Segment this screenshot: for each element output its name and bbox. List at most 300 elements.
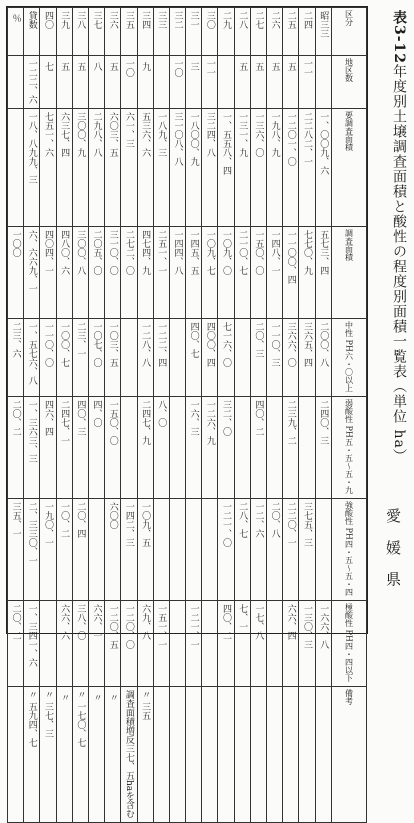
cell-strong-acid-area <box>40 498 56 600</box>
cell-year <box>283 8 299 56</box>
cell-value: 一二六、九 <box>204 400 215 445</box>
cell-year <box>72 8 88 56</box>
cell-value: 一二八、八 <box>140 322 151 367</box>
cell-value: 一五〇、〇 <box>107 400 118 445</box>
cell-year <box>137 8 153 56</box>
cell-extreme-acid-area <box>267 600 283 686</box>
cell-strong-acid-area <box>8 498 24 600</box>
cell-year <box>250 8 266 56</box>
cell-value: 七七〇、九 <box>301 230 312 275</box>
cell-value: 一八九、三 <box>156 112 167 157</box>
cell-surveyed-area <box>72 227 88 319</box>
cell-weak-acid-area <box>169 397 185 499</box>
cell-value: 三〇〇、八 <box>75 230 86 275</box>
cell-surveyed-area <box>315 227 331 319</box>
cell-remarks <box>250 686 266 822</box>
cell-year <box>202 8 218 56</box>
cell-weak-acid-area <box>234 397 250 499</box>
cell-weak-acid-area <box>24 397 40 499</box>
cell-value: 一六、三 <box>188 400 199 436</box>
cell-district-count <box>8 56 24 109</box>
cell-neutral-area <box>169 319 185 397</box>
cell-value: 七、一 <box>237 603 248 631</box>
cell-value: 三一 <box>188 11 199 29</box>
cell-value: 七五一、六 <box>42 112 53 157</box>
header-neutral-area <box>332 319 367 397</box>
cell-value: 六三七、四 <box>59 112 70 157</box>
cell-district-count <box>299 56 315 109</box>
cell-value: 三三 <box>156 11 167 29</box>
cell-extreme-acid-area <box>234 600 250 686</box>
cell-weak-acid-area <box>105 397 121 499</box>
cell-required-area <box>137 109 153 227</box>
cell-district-count <box>315 56 331 109</box>
cell-value: 五 <box>253 62 264 71</box>
cell-district-count <box>88 56 104 109</box>
cell-value: 三六五、四 <box>301 322 312 367</box>
cell-strong-acid-area <box>72 498 88 600</box>
cell-required-area <box>283 109 299 227</box>
header-label: 備考 <box>344 688 354 705</box>
cell-extreme-acid-area <box>56 600 72 686</box>
cell-district-count <box>267 56 283 109</box>
cell-strong-acid-area <box>121 498 137 600</box>
cell-value: 六一、三 <box>123 112 134 148</box>
cell-value: 二八 <box>237 11 248 29</box>
cell-value: 八、〇 <box>156 400 167 427</box>
cell-surveyed-area <box>121 227 137 319</box>
cell-year <box>88 8 104 56</box>
cell-extreme-acid-area <box>315 600 331 686</box>
cell-strong-acid-area <box>24 498 40 600</box>
cell-required-area <box>8 109 24 227</box>
table-caption: 年度別土壌調査面積と酸性の程度別面積一覧表（単位 ha） <box>391 64 407 464</box>
cell-value: 二一〇、七 <box>237 230 248 275</box>
cell-district-count <box>283 56 299 109</box>
cell-value: 二、三三〇、一 <box>26 501 37 565</box>
cell-extreme-acid-area <box>153 600 169 686</box>
cell-year <box>40 8 56 56</box>
cell-value: 一〇〇 <box>10 230 21 257</box>
cell-surveyed-area <box>267 227 283 319</box>
cell-value: 二三、六 <box>10 322 21 358</box>
cell-district-count <box>137 56 153 109</box>
cell-value: 一〇三、五 <box>107 322 118 367</box>
cell-required-area <box>153 109 169 227</box>
cell-strong-acid-area <box>153 498 169 600</box>
cell-remarks <box>202 686 218 822</box>
cell-surveyed-area <box>169 227 185 319</box>
cell-extreme-acid-area <box>299 600 315 686</box>
cell-value: 三五 <box>123 11 134 29</box>
cell-year <box>315 8 331 56</box>
cell-value: 一六六、八 <box>318 603 329 649</box>
cell-value: 一四二、三 <box>123 501 134 547</box>
cell-value: 五 <box>75 62 86 71</box>
cell-surveyed-area <box>88 227 104 319</box>
cell-value: 二五 <box>285 11 296 29</box>
cell-weak-acid-area <box>121 397 137 499</box>
cell-value: 四六、四 <box>42 400 53 436</box>
cell-surveyed-area <box>105 227 121 319</box>
cell-extreme-acid-area <box>186 600 202 686</box>
cell-value: 四〇、二 <box>253 400 264 436</box>
cell-value: 六〇三、五 <box>107 112 118 157</box>
cell-strong-acid-area <box>202 498 218 600</box>
cell-district-count <box>121 56 137 109</box>
cell-value: 二八、七 <box>237 501 248 538</box>
cell-value: 一二一、〇 <box>221 501 232 547</box>
cell-required-area <box>88 109 104 227</box>
row-neutral-area <box>8 319 367 397</box>
cell-extreme-acid-area <box>24 600 40 686</box>
cell-remarks <box>8 686 24 822</box>
cell-value: 一〇 <box>172 59 183 77</box>
cell-required-area <box>267 109 283 227</box>
cell-value: 二四七、一 <box>59 400 70 445</box>
cell-weak-acid-area <box>283 397 299 499</box>
cell-extreme-acid-area <box>250 600 266 686</box>
cell-value: 一四八、一 <box>269 230 280 275</box>
cell-remarks <box>315 686 331 822</box>
cell-value: 〃 <box>91 692 102 702</box>
cell-value: 〃 一七〇、七 <box>75 689 86 747</box>
cell-weak-acid-area <box>299 397 315 499</box>
cell-value: 一三〇、三 <box>301 603 312 649</box>
cell-remarks <box>234 686 250 822</box>
cell-required-area <box>105 109 121 227</box>
cell-value: 二三九、二 <box>285 400 296 445</box>
cell-strong-acid-area <box>88 498 104 600</box>
cell-remarks <box>56 686 72 822</box>
cell-value: 一九〇、一 <box>42 501 53 547</box>
cell-value: 一三六、〇 <box>253 112 264 157</box>
cell-year <box>218 8 234 56</box>
cell-surveyed-area <box>24 227 40 319</box>
cell-value: 五 <box>59 62 70 71</box>
cell-value: 三一〇八、八 <box>172 112 183 166</box>
cell-value: 二九八、八 <box>91 112 102 157</box>
cell-surveyed-area <box>40 227 56 319</box>
cell-value: 三二、〇 <box>221 400 232 436</box>
header-label: 弱酸性 PH五・五～五・九 <box>344 399 354 494</box>
cell-year <box>169 8 185 56</box>
cell-weak-acid-area <box>153 397 169 499</box>
cell-value: 一二二、六 <box>26 59 37 104</box>
cell-district-count <box>40 56 56 109</box>
cell-value: 三六六、〇 <box>285 322 296 367</box>
cell-surveyed-area <box>202 227 218 319</box>
cell-extreme-acid-area <box>202 600 218 686</box>
cell-district-count <box>153 56 169 109</box>
cell-surveyed-area <box>56 227 72 319</box>
cell-value: 一一〇、〇 <box>42 322 53 367</box>
cell-strong-acid-area <box>250 498 266 600</box>
cell-neutral-area <box>218 319 234 397</box>
cell-value: 一二一、一 <box>188 603 199 649</box>
cell-required-area <box>40 109 56 227</box>
cell-surveyed-area <box>250 227 266 319</box>
cell-extreme-acid-area <box>72 600 88 686</box>
cell-value: 四、〇 <box>91 400 102 427</box>
cell-value: 二四七、九 <box>140 400 151 445</box>
cell-district-count <box>72 56 88 109</box>
cell-value: 五七三、四 <box>318 230 329 275</box>
cell-value: 一三一、九 <box>237 112 248 157</box>
cell-value: 一〇九、五 <box>140 501 151 547</box>
cell-surveyed-area <box>234 227 250 319</box>
cell-year <box>24 8 40 56</box>
cell-value: 二四 <box>301 11 312 29</box>
cell-value: 三二四、八 <box>204 112 215 157</box>
cell-strong-acid-area <box>267 498 283 600</box>
cell-year <box>56 8 72 56</box>
cell-year <box>121 8 137 56</box>
cell-extreme-acid-area <box>105 600 121 686</box>
header-label: 中性 PH六・〇以上 <box>344 321 354 392</box>
data-table <box>7 7 367 823</box>
cell-weak-acid-area <box>186 397 202 499</box>
cell-surveyed-area <box>186 227 202 319</box>
cell-remarks <box>24 686 40 822</box>
cell-strong-acid-area <box>56 498 72 600</box>
header-year <box>332 8 367 56</box>
cell-required-area <box>202 109 218 227</box>
cell-value: 六〇〇 <box>107 501 118 529</box>
cell-value: 二三、一 <box>75 322 86 358</box>
cell-value: 四〇、三 <box>75 400 86 436</box>
cell-neutral-area <box>88 319 104 397</box>
cell-required-area <box>169 109 185 227</box>
cell-neutral-area <box>283 319 299 397</box>
cell-value: 一八〇〇、九 <box>188 112 199 166</box>
row-extreme-acid-area <box>8 600 367 686</box>
cell-weak-acid-area <box>8 397 24 499</box>
cell-value: 二〇五、〇 <box>91 230 102 275</box>
header-label: 調査面積 <box>344 229 354 261</box>
cell-neutral-area <box>202 319 218 397</box>
cell-value: 一四五、五 <box>188 230 199 275</box>
cell-value: 二二〇、一 <box>285 501 296 547</box>
cell-weak-acid-area <box>72 397 88 499</box>
cell-value: 二七 <box>253 11 264 29</box>
cell-value: 一五〇、〇 <box>253 230 264 275</box>
row-district-count <box>8 56 367 109</box>
cell-year <box>186 8 202 56</box>
cell-value: 五 <box>237 62 248 71</box>
cell-remarks <box>218 686 234 822</box>
cell-strong-acid-area <box>234 498 250 600</box>
cell-district-count <box>169 56 185 109</box>
cell-year <box>234 8 250 56</box>
cell-required-area <box>72 109 88 227</box>
cell-surveyed-area <box>8 227 24 319</box>
cell-value: 九 <box>140 62 151 71</box>
cell-value: 一八、八九九、三 <box>26 112 37 184</box>
cell-value: 三九 <box>59 11 70 29</box>
cell-value: 貸数 <box>26 11 37 29</box>
cell-neutral-area <box>56 319 72 397</box>
cell-value: 五 <box>107 62 118 71</box>
cell-value: 五三六、六 <box>140 112 151 157</box>
row-year <box>8 8 367 56</box>
cell-strong-acid-area <box>315 498 331 600</box>
header-label: 区分 <box>344 10 354 26</box>
row-strong-acid-area <box>8 498 367 600</box>
cell-weak-acid-area <box>40 397 56 499</box>
cell-district-count <box>202 56 218 109</box>
cell-extreme-acid-area <box>218 600 234 686</box>
cell-value: 〃 <box>59 692 70 702</box>
cell-value: 二二八二、一 <box>301 112 312 166</box>
cell-value: 三一〇、〇 <box>107 230 118 275</box>
cell-neutral-area <box>8 319 24 397</box>
cell-value: 二〇、四 <box>75 501 86 538</box>
header-extreme-acid-area <box>332 600 367 686</box>
cell-year <box>8 8 24 56</box>
cell-value: 六六、四 <box>285 603 296 640</box>
prefecture-label: 愛 媛 県 <box>384 508 402 593</box>
cell-surveyed-area <box>137 227 153 319</box>
cell-remarks <box>121 686 137 822</box>
cell-required-area <box>186 109 202 227</box>
cell-value: 五 <box>285 62 296 71</box>
cell-value: 一一〇、三 <box>269 322 280 367</box>
cell-remarks <box>72 686 88 822</box>
cell-remarks <box>153 686 169 822</box>
cell-extreme-acid-area <box>283 600 299 686</box>
cell-value: 六六、一 <box>91 603 102 640</box>
cell-value: 三五、一 <box>10 501 21 538</box>
cell-surveyed-area <box>218 227 234 319</box>
cell-remarks <box>186 686 202 822</box>
cell-value: 〃 三五 <box>140 689 151 720</box>
header-required-area <box>332 109 367 227</box>
cell-extreme-acid-area <box>40 600 56 686</box>
cell-neutral-area <box>72 319 88 397</box>
cell-remarks <box>137 686 153 822</box>
cell-district-count <box>56 56 72 109</box>
cell-extreme-acid-area <box>88 600 104 686</box>
cell-neutral-area <box>299 319 315 397</box>
cell-value: 二〇、二 <box>10 400 21 436</box>
cell-neutral-area <box>153 319 169 397</box>
cell-value: 一一 <box>204 59 215 77</box>
cell-value: 二七二、〇 <box>123 230 134 275</box>
cell-value: 四〇四、一 <box>42 230 53 275</box>
cell-value: 六九、八 <box>140 603 151 640</box>
cell-value: 二六 <box>269 11 280 29</box>
cell-value: 二〇、八 <box>269 501 280 538</box>
cell-neutral-area <box>267 319 283 397</box>
header-surveyed-area <box>332 227 367 319</box>
cell-required-area <box>218 109 234 227</box>
cell-value: 〃 五九四、七 <box>26 689 37 747</box>
cell-value: 一〇 <box>123 59 134 77</box>
cell-value: 三八、〇 <box>75 603 86 640</box>
cell-value: 二五一、一 <box>156 230 167 275</box>
header-district-count <box>332 56 367 109</box>
cell-value: 調査面積増反三七、五haを含む <box>123 689 134 818</box>
cell-year <box>267 8 283 56</box>
cell-strong-acid-area <box>186 498 202 600</box>
header-remarks <box>332 686 367 822</box>
table-number: 表3-12 <box>391 10 407 65</box>
cell-remarks <box>169 686 185 822</box>
cell-weak-acid-area <box>250 397 266 499</box>
cell-required-area <box>56 109 72 227</box>
cell-value: 二〇、三 <box>253 322 264 358</box>
cell-value: 一七、八 <box>253 603 264 640</box>
cell-remarks <box>105 686 121 822</box>
cell-value: 一、〇〇九、六 <box>318 112 329 175</box>
header-label: 強酸性 PH四・五～五・四 <box>344 500 354 596</box>
row-surveyed-area <box>8 227 367 319</box>
cell-neutral-area <box>250 319 266 397</box>
cell-value: 三七五、三 <box>301 501 312 547</box>
cell-value: 一、三四一、六 <box>26 603 37 667</box>
cell-value: 三八 <box>75 11 86 29</box>
header-label: 地区数 <box>344 58 354 82</box>
cell-strong-acid-area <box>299 498 315 600</box>
cell-district-count <box>234 56 250 109</box>
cell-value: 一、三六三、三 <box>26 400 37 463</box>
cell-value: 一〇九、七 <box>204 230 215 275</box>
header-weak-acid-area <box>332 397 367 499</box>
cell-neutral-area <box>234 319 250 397</box>
cell-surveyed-area <box>283 227 299 319</box>
cell-district-count <box>250 56 266 109</box>
cell-surveyed-area <box>153 227 169 319</box>
cell-value: 三六 <box>107 11 118 29</box>
cell-weak-acid-area <box>88 397 104 499</box>
cell-strong-acid-area <box>105 498 121 600</box>
cell-value: 一二〇一、〇 <box>285 112 296 166</box>
cell-remarks <box>299 686 315 822</box>
cell-weak-acid-area <box>267 397 283 499</box>
cell-value: 昭三三 <box>318 11 329 38</box>
cell-value: 一、五七六、八 <box>26 322 37 385</box>
cell-value: 一二、六 <box>253 501 264 538</box>
cell-strong-acid-area <box>283 498 299 600</box>
cell-value: ％ <box>10 14 21 23</box>
cell-value: 六六、六 <box>59 603 70 640</box>
cell-value: 一二〇、〇 <box>123 603 134 649</box>
cell-extreme-acid-area <box>121 600 137 686</box>
cell-surveyed-area <box>299 227 315 319</box>
cell-neutral-area <box>24 319 40 397</box>
cell-weak-acid-area <box>218 397 234 499</box>
cell-required-area <box>121 109 137 227</box>
cell-value: 三七 <box>91 11 102 29</box>
cell-extreme-acid-area <box>8 600 24 686</box>
cell-value: 三〇〇、九 <box>75 112 86 157</box>
cell-value: 四八〇、六 <box>59 230 70 275</box>
cell-strong-acid-area <box>218 498 234 600</box>
cell-weak-acid-area <box>315 397 331 499</box>
cell-district-count <box>218 56 234 109</box>
cell-value: 六、六六九、一 <box>26 230 37 293</box>
cell-neutral-area <box>121 319 137 397</box>
cell-strong-acid-area <box>137 498 153 600</box>
cell-value: 一九八、九 <box>269 112 280 157</box>
cell-remarks <box>40 686 56 822</box>
cell-value: 一〇〇、七 <box>59 322 70 367</box>
cell-value: 一四四、八 <box>172 230 183 275</box>
header-strong-acid-area <box>332 498 367 600</box>
cell-value: 四〇 <box>42 11 53 29</box>
header-label: 極酸性 PH四・四以下 <box>344 602 354 682</box>
